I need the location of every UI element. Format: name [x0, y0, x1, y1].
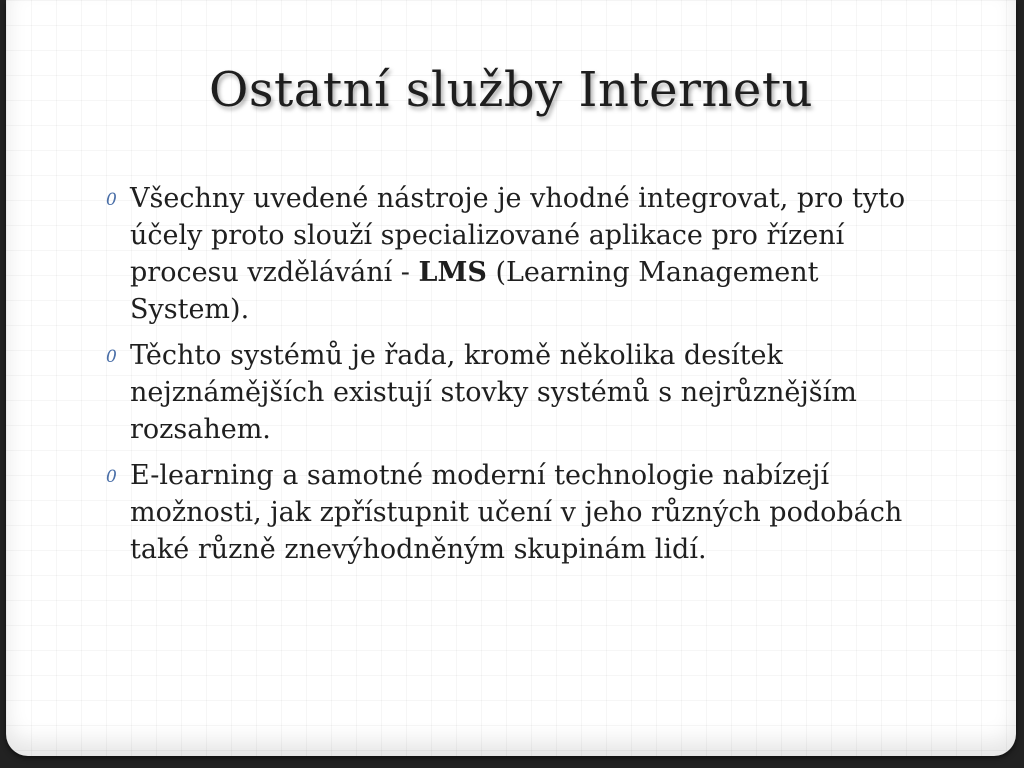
bullet-marker-icon: 0 [106, 347, 117, 367]
bullet-text-part: (Learning Management System). [130, 257, 819, 325]
bullet-marker-icon: 0 [106, 190, 117, 210]
slide-title: Ostatní služby Internetu [208, 62, 814, 118]
bullet-text: E-learning a samotné moderní technologie nabízejí možnosti, jak zpřístupnit učení v jeho různých podobách také různě znevýhodněným skupinám lidí. [130, 460, 903, 565]
bullet-text: Těchto systémů je řada, kromě několika desítek nejznámějších existují stovky systémů s nejrůznějším rozsahem. [130, 340, 857, 445]
bullet-item [102, 337, 932, 448]
bullet-bold-term: LMS [418, 257, 487, 288]
bullet-list [102, 180, 932, 577]
bullet-marker-icon: 0 [106, 467, 117, 487]
bullet-item [102, 180, 932, 328]
bullet-item [102, 457, 932, 568]
slide [6, 0, 1016, 756]
bullet-text-part: Všechny uvedené nástroje je vhodné integrovat, pro tyto účely proto slouží specializované aplikace pro řízení procesu vzdělávání - [130, 183, 906, 288]
